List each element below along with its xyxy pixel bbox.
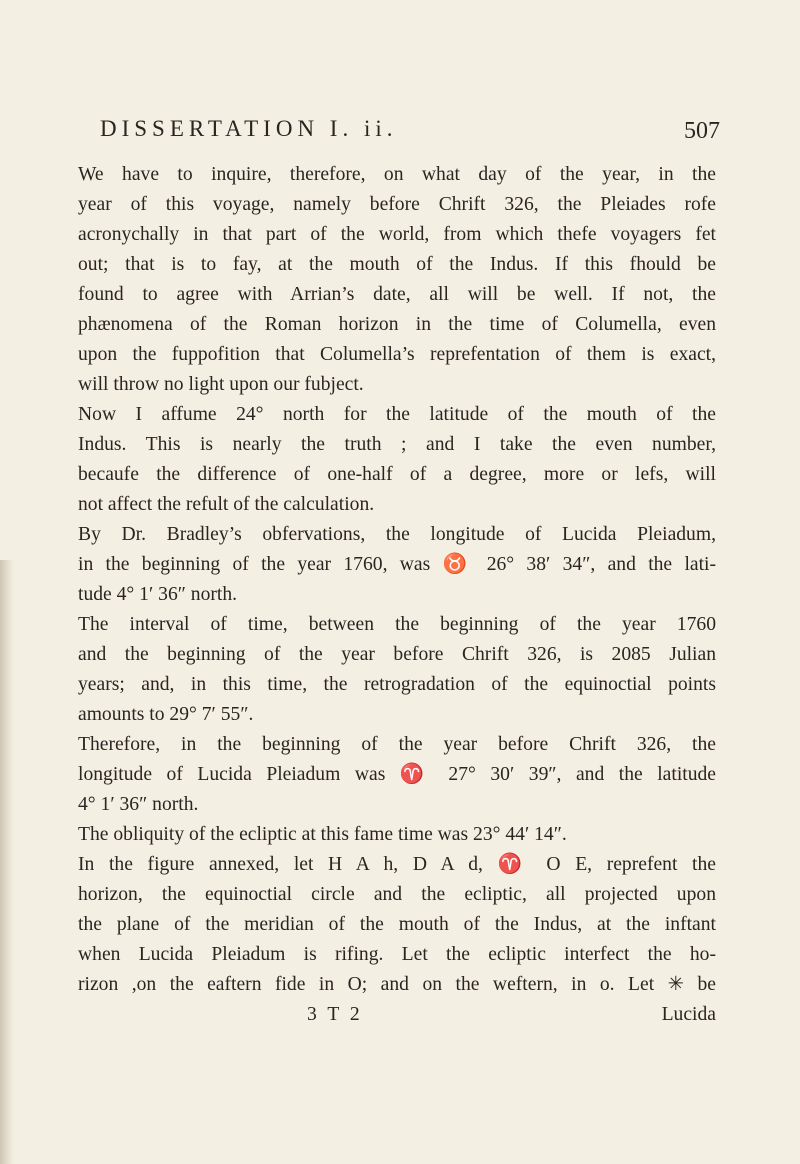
page-footer <box>56 1000 716 1030</box>
catchword: Lucida <box>661 1004 716 1025</box>
text-line: Now I affume 24° north for the latitude of the mouth of the <box>78 404 716 425</box>
text-line: becaufe the difference of one-half of a degree, more or lefs, will <box>78 464 716 485</box>
paragraph <box>56 520 716 610</box>
text-line: out; that is to fay, at the mouth of the Indus. If this fhould be <box>78 254 716 275</box>
paragraph <box>56 610 716 730</box>
text-line: not affect the refult of the calculation. <box>78 494 375 515</box>
text-line: The interval of time, between the beginning of the year 1760 <box>78 614 716 635</box>
text-line: will throw no light upon our fubject. <box>78 374 364 395</box>
paragraph <box>56 850 716 1000</box>
running-head <box>100 114 720 154</box>
text-line: upon the fuppofition that Columella’s reprefentation of them is exact, <box>78 344 716 365</box>
body-text <box>56 160 716 1000</box>
page-number: 507 <box>684 118 720 144</box>
running-title: DISSERTATION I. ii. <box>100 116 398 141</box>
text-line: acronychally in that part of the world, from which thefe voyagers fet <box>78 224 716 245</box>
text-line: tude 4° 1′ 36″ north. <box>78 584 238 605</box>
text-line: rizon ,on the eaftern fide in O; and on the weftern, in o. Let ✳ be <box>78 974 716 995</box>
text-line: and the beginning of the year before Chrift 326, is 2085 Julian <box>78 644 716 665</box>
text-line: Indus. This is nearly the truth ; and I take the even number, <box>78 434 716 455</box>
text-line: when Lucida Pleiadum is rifing. Let the ecliptic interfect the ho- <box>78 944 716 965</box>
paragraph <box>56 160 716 400</box>
text-line: phænomena of the Roman horizon in the time of Columella, even <box>78 314 716 335</box>
text-line: 4° 1′ 36″ north. <box>78 794 199 815</box>
text-line: found to agree with Arrian’s date, all will be well. If not, the <box>78 284 716 305</box>
text-line: horizon, the equinoctial circle and the ecliptic, all projected upon <box>78 884 716 905</box>
binding-gutter-shadow <box>0 560 14 1164</box>
text-line: in the beginning of the year 1760, was ♉ 26° 38′ 34″, and the lati- <box>78 554 716 575</box>
text-line: the plane of the meridian of the mouth of the Indus, at the inftant <box>78 914 716 935</box>
text-line: Therefore, in the beginning of the year before Chrift 326, the <box>78 734 716 755</box>
paragraph <box>56 400 716 520</box>
printer-signature: 3 T 2 <box>307 1004 363 1025</box>
paragraph <box>56 730 716 820</box>
text-line: We have to inquire, therefore, on what day of the year, in the <box>78 164 716 185</box>
text-line: years; and, in this time, the retrogradation of the equinoctial points <box>78 674 716 695</box>
text-line: year of this voyage, namely before Chrift 326, the Pleiades rofe <box>78 194 716 215</box>
text-line: By Dr. Bradley’s obfervations, the longitude of Lucida Pleiadum, <box>78 524 716 545</box>
text-line: amounts to 29° 7′ 55″. <box>78 704 254 725</box>
text-line: The obliquity of the ecliptic at this fame time was 23° 44′ 14″. <box>78 824 567 845</box>
paragraph <box>56 820 716 850</box>
text-line: In the figure annexed, let H A h, D A d, ♈ O E, reprefent the <box>78 854 716 875</box>
text-line: longitude of Lucida Pleiadum was ♈ 27° 30′ 39″, and the latitude <box>78 764 716 785</box>
